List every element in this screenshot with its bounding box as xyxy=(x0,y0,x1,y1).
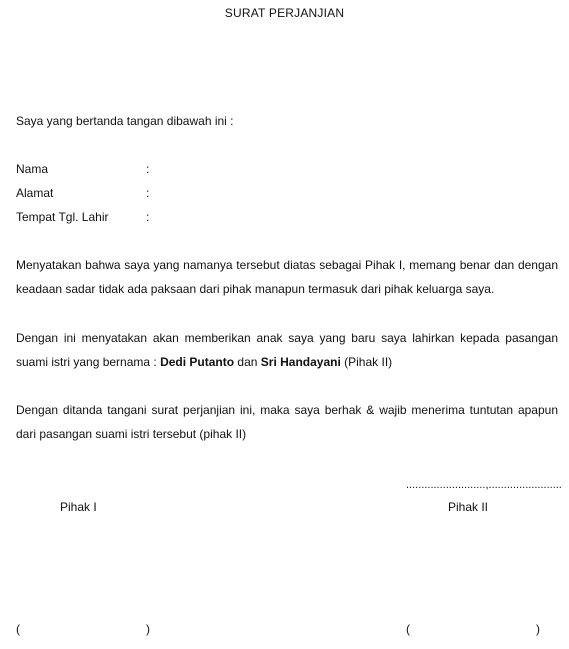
place-date-line: ..........................,........................ xyxy=(406,479,562,491)
recipient-connector: dan xyxy=(234,355,261,369)
statement-paragraph xyxy=(16,253,558,301)
field-label-ttl: Tempat Tgl. Lahir xyxy=(16,210,109,224)
party-2-signature-open: ( xyxy=(406,622,410,636)
agreement-line-1: Dengan ditanda tangani surat perjanjian ini, maka saya berhak & wajib menerima tuntutan apapun xyxy=(16,403,558,417)
statement-line-2: keadaan sadar tidak ada paksaan dari pihak manapun termasuk dari pihak keluarga saya. xyxy=(16,282,495,296)
handover-paragraph xyxy=(16,326,558,374)
field-colon-ttl: : xyxy=(146,210,150,224)
handover-line-2 xyxy=(16,350,558,374)
agreement-paragraph xyxy=(16,398,558,446)
recipient-name-2: Sri Handayani xyxy=(260,355,341,369)
party-1-signature-close: ) xyxy=(146,622,150,636)
statement-line-1: Menyatakan bahwa saya yang namanya tersebut diatas sebagai Pihak I, memang benar dan dengan xyxy=(16,258,558,272)
field-colon-alamat: : xyxy=(146,186,150,200)
field-label-nama: Nama xyxy=(16,162,49,176)
document-title: SURAT PERJANJIAN xyxy=(224,6,345,20)
agreement-line-2: dari pasangan suami istri tersebut (pihak II) xyxy=(16,427,247,441)
handover-line-1: Dengan ini menyatakan akan memberikan anak saya yang baru saya lahirkan kepada pasangan xyxy=(16,331,558,345)
party-1-label: Pihak I xyxy=(60,500,97,514)
field-label-alamat: Alamat xyxy=(16,186,54,200)
party-2-label: Pihak II xyxy=(448,500,489,514)
intro-text: Saya yang bertanda tangan dibawah ini : xyxy=(16,114,234,128)
handover-line-2-prefix: suami istri yang bernama : xyxy=(16,355,161,369)
party-1-signature-open: ( xyxy=(16,622,20,636)
party-2-signature-close: ) xyxy=(536,622,540,636)
recipient-name-1: Dedi Putanto xyxy=(160,355,235,369)
field-colon-nama: : xyxy=(146,162,150,176)
handover-line-2-suffix: (Pihak II) xyxy=(340,355,393,369)
